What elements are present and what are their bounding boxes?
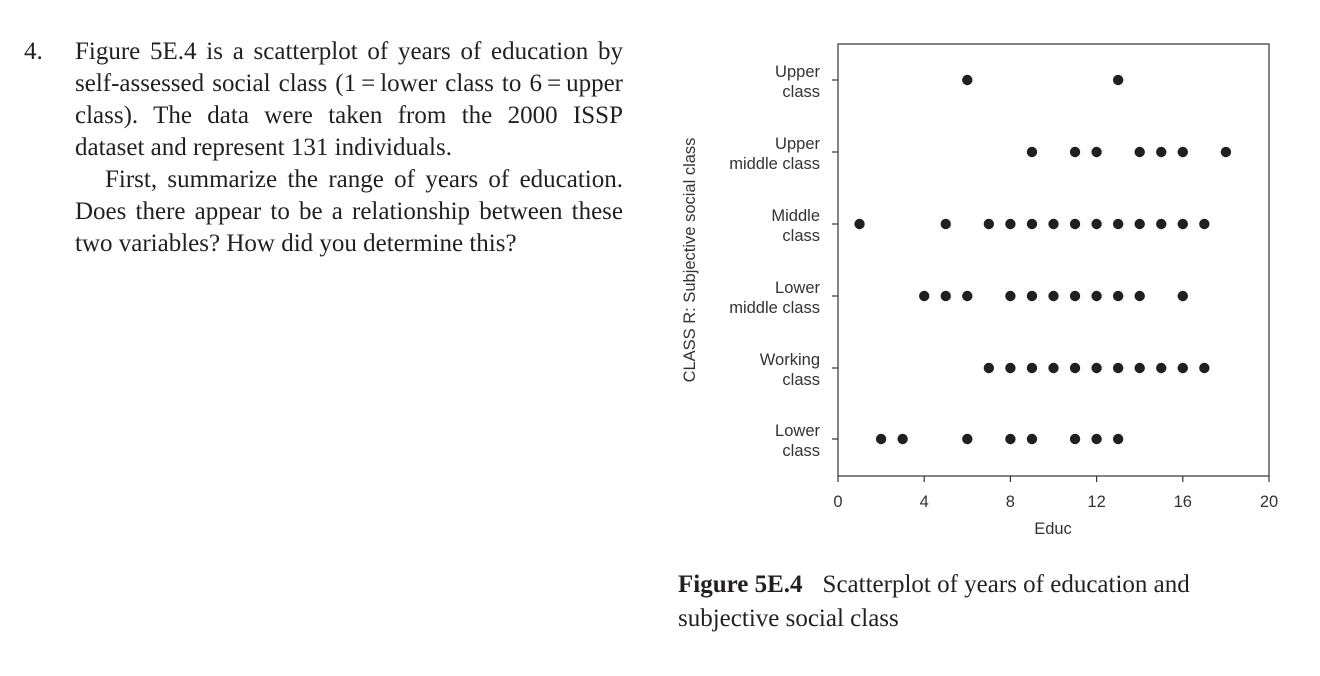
data-point bbox=[962, 75, 972, 85]
x-tick-label: 0 bbox=[833, 493, 843, 511]
y-tick-label-line: Working bbox=[759, 351, 820, 369]
y-tick-label-line: Upper bbox=[775, 63, 820, 81]
data-points bbox=[854, 75, 1231, 444]
data-point bbox=[1221, 147, 1231, 157]
y-tick-label bbox=[729, 135, 820, 173]
figure-5e4 bbox=[670, 30, 1310, 550]
data-point bbox=[1070, 147, 1080, 157]
data-point bbox=[1091, 291, 1101, 301]
data-point bbox=[1199, 363, 1209, 373]
data-point bbox=[984, 219, 994, 229]
data-point bbox=[1027, 363, 1037, 373]
scatterplot bbox=[670, 30, 1310, 550]
data-point bbox=[897, 434, 907, 444]
data-point bbox=[1135, 147, 1145, 157]
data-point bbox=[1178, 363, 1188, 373]
data-point bbox=[1027, 291, 1037, 301]
data-point bbox=[1048, 291, 1058, 301]
exercise-paragraph-2: First, summarize the range of years of education. Does there appear to be a relationship between these two variables? How did you determine this? bbox=[75, 166, 623, 257]
data-point bbox=[1199, 219, 1209, 229]
data-point bbox=[1178, 291, 1188, 301]
data-point bbox=[1027, 219, 1037, 229]
data-point bbox=[1070, 363, 1080, 373]
data-point bbox=[1027, 147, 1037, 157]
data-point bbox=[1113, 75, 1123, 85]
y-tick-label-line: middle class bbox=[729, 155, 820, 173]
caption-text: Scatterplot of years of education and subjective social class bbox=[678, 571, 1190, 632]
data-point bbox=[1091, 434, 1101, 444]
data-point bbox=[1113, 363, 1123, 373]
data-point bbox=[1070, 219, 1080, 229]
y-axis-label: CLASS R: Subjective social class bbox=[681, 137, 699, 383]
y-tick-label-line: Middle bbox=[771, 207, 820, 225]
plot-frame bbox=[838, 44, 1269, 476]
data-point bbox=[984, 363, 994, 373]
data-point bbox=[1070, 434, 1080, 444]
data-point bbox=[1135, 291, 1145, 301]
exercise-number: 4. bbox=[24, 38, 43, 65]
x-tick-label: 16 bbox=[1173, 493, 1192, 511]
data-point bbox=[941, 291, 951, 301]
data-point bbox=[1156, 147, 1166, 157]
y-tick-label bbox=[771, 207, 820, 245]
data-point bbox=[1113, 434, 1123, 444]
figure-caption bbox=[678, 568, 1278, 636]
x-tick-label: 12 bbox=[1087, 493, 1106, 511]
data-point bbox=[1091, 219, 1101, 229]
data-point bbox=[854, 219, 864, 229]
data-point bbox=[1135, 219, 1145, 229]
data-point bbox=[1156, 219, 1166, 229]
data-point bbox=[1178, 219, 1188, 229]
x-axis-label: Educ bbox=[1034, 520, 1072, 538]
data-point bbox=[962, 291, 972, 301]
y-tick-label-line: class bbox=[782, 442, 820, 460]
data-point bbox=[1005, 363, 1015, 373]
data-point bbox=[1178, 147, 1188, 157]
data-point bbox=[1156, 363, 1166, 373]
y-tick-label-line: Lower bbox=[775, 422, 820, 440]
data-point bbox=[1005, 219, 1015, 229]
data-point bbox=[1070, 291, 1080, 301]
x-axis-ticks bbox=[833, 476, 1278, 511]
y-tick-label bbox=[775, 422, 820, 460]
data-point bbox=[1048, 363, 1058, 373]
data-point bbox=[962, 434, 972, 444]
data-point bbox=[1005, 291, 1015, 301]
exercise-paragraph-1: Figure 5E.4 is a scatterplot of years of education by self-assessed social class (1 = lower class to 6 = upper class). The data were taken from the 2000 ISSP dataset and represent 131 individuals. bbox=[75, 38, 623, 161]
data-point bbox=[1091, 147, 1101, 157]
x-tick-label: 20 bbox=[1259, 493, 1279, 511]
y-tick-label-line: middle class bbox=[729, 299, 820, 317]
data-point bbox=[1135, 363, 1145, 373]
exercise-text bbox=[75, 36, 623, 260]
y-tick-label-line: Lower bbox=[775, 279, 820, 297]
y-tick-label-line: class bbox=[782, 83, 820, 101]
data-point bbox=[941, 219, 951, 229]
data-point bbox=[1113, 219, 1123, 229]
data-point bbox=[1027, 434, 1037, 444]
y-tick-label bbox=[760, 351, 820, 389]
y-tick-label bbox=[775, 63, 820, 101]
data-point bbox=[1113, 291, 1123, 301]
data-point bbox=[919, 291, 929, 301]
x-tick-label: 4 bbox=[919, 493, 929, 511]
data-point bbox=[1005, 434, 1015, 444]
x-tick-label: 8 bbox=[1005, 493, 1015, 511]
data-point bbox=[876, 434, 886, 444]
caption-label: Figure 5E.4 bbox=[678, 571, 803, 598]
y-tick-label bbox=[729, 279, 820, 317]
y-tick-label-line: class bbox=[782, 227, 820, 245]
data-point bbox=[1048, 219, 1058, 229]
y-tick-label-line: class bbox=[782, 371, 820, 389]
data-point bbox=[1091, 363, 1101, 373]
y-axis-ticks bbox=[729, 63, 838, 460]
y-tick-label-line: Upper bbox=[775, 135, 820, 153]
